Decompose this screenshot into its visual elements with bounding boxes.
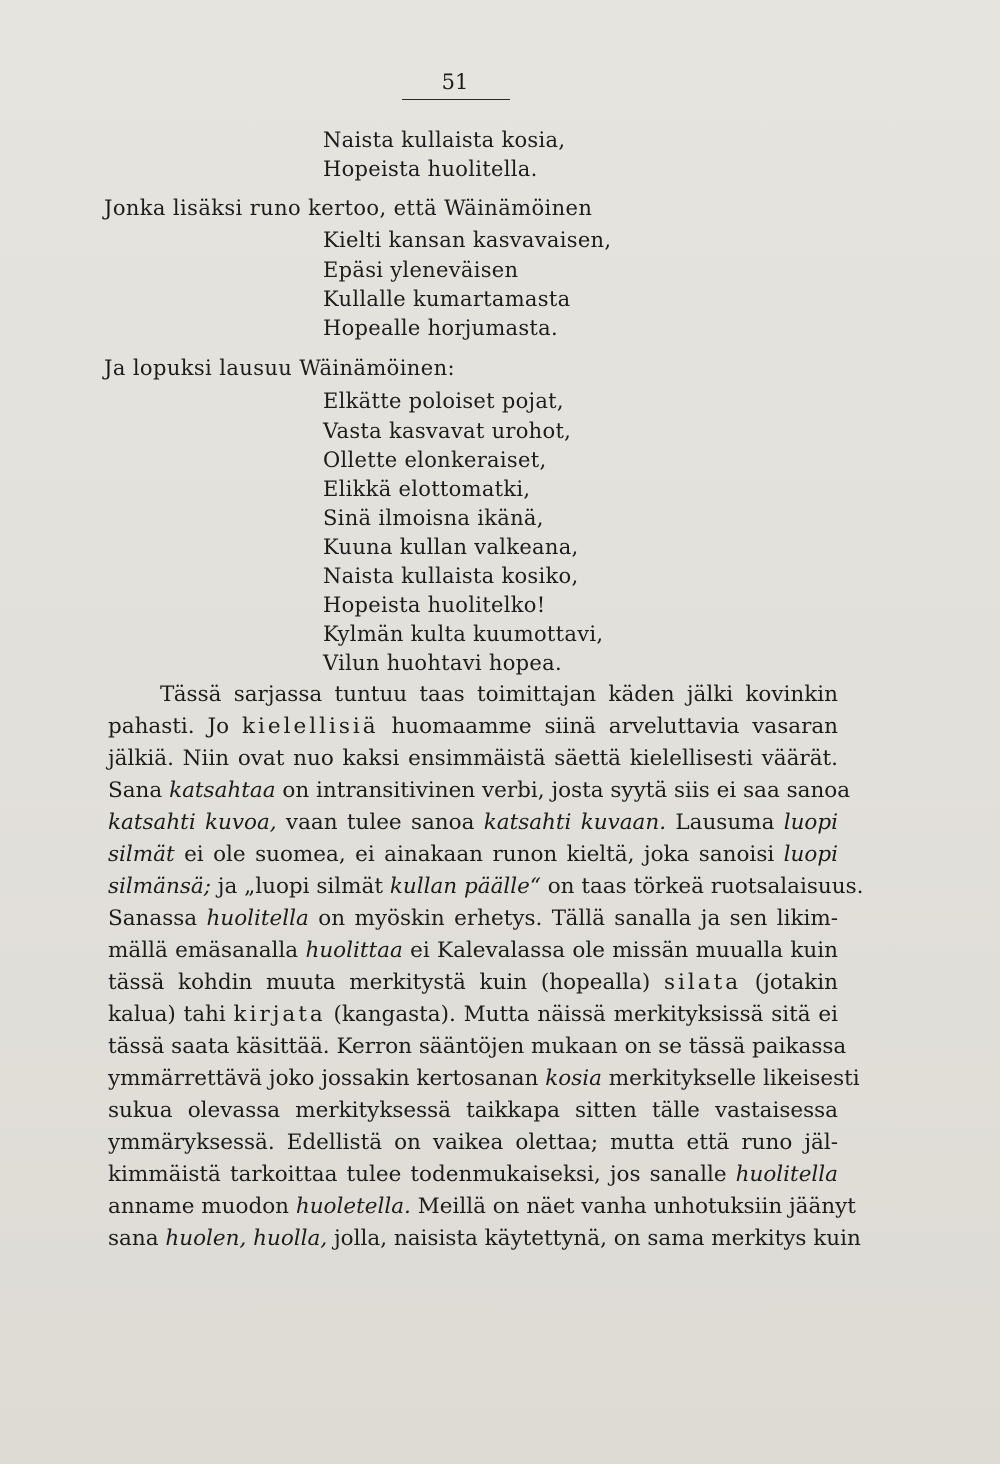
prose-line: silmät ei ole suomea, ei ainakaan runon kieltä, joka sanoisi luopi	[108, 842, 838, 867]
prose-line: Tässä sarjassa tuntuu taas toimittajan käden jälki kovinkin	[160, 682, 838, 707]
prose-line: silmänsä; ja „luopi silmät kullan päälle“ on taas törkeä ruotsalaisuus.	[108, 874, 864, 899]
intro-paragraph: Ja lopuksi lausuu Wäinämöinen:	[104, 356, 455, 380]
verse-line: Hopeista huolitelko!	[323, 593, 546, 617]
verse-line: Elkätte poloiset pojat,	[323, 389, 564, 413]
verse-line: Ollette elonkeraiset,	[323, 448, 547, 472]
prose-line: pahasti. Jo kielellisiä huomaamme siinä arveluttavia vasaran	[108, 714, 839, 739]
intro-paragraph: Jonka lisäksi runo kertoo, että Wäinämöinen	[104, 196, 593, 220]
prose-line: Sana katsahtaa on intransitivinen verbi, josta syytä siis ei saa sanoa	[108, 778, 851, 803]
page-number: 51	[441, 70, 469, 94]
verse-line: Kielti kansan kasvavaisen,	[323, 228, 612, 252]
prose-line: sukua olevassa merkityksessä taikkapa sitten tälle vastaisessa	[108, 1098, 838, 1123]
verse-line: Kylmän kulta kuumottavi,	[323, 622, 604, 646]
prose-line: katsahti kuvoa, vaan tulee sanoa katsahti kuvaan. Lausuma luopi	[108, 810, 838, 835]
verse-line: Naista kullaista kosiko,	[323, 564, 579, 588]
prose-line: mällä emäsanalla huolittaa ei Kalevalassa ole missän muualla kuin	[108, 938, 838, 963]
prose-line: ymmäryksessä. Edellistä on vaikea olettaa; mutta että runo jäl-	[108, 1130, 838, 1155]
verse-line: Sinä ilmoisna ikänä,	[323, 506, 544, 530]
verse-line: Hopeista huolitella.	[323, 157, 538, 181]
prose-line: jälkiä. Niin ovat nuo kaksi ensimmäistä säettä kielellisesti väärät.	[108, 746, 838, 771]
header-rule	[402, 99, 510, 100]
verse-line: Kullalle kumartamasta	[323, 287, 571, 311]
prose-line: sana huolen, huolla, jolla, naisista käytettynä, on sama merkitys kuin	[108, 1226, 861, 1251]
prose-line: anname muodon huoletella. Meillä on näet vanha unhotuksiin jäänyt	[108, 1194, 856, 1219]
prose-line: tässä kohdin muuta merkitystä kuin (hopealla) silata (jotakin	[108, 970, 838, 995]
prose-line: kalua) tahi kirjata (kangasta). Mutta näissä merkityksissä sitä ei	[108, 1002, 839, 1027]
verse-line: Naista kullaista kosia,	[323, 128, 566, 152]
verse-line: Kuuna kullan valkeana,	[323, 535, 579, 559]
verse-line: Vilun huohtavi hopea.	[323, 651, 562, 675]
verse-line: Elikkä elottomatki,	[323, 477, 531, 501]
verse-line: Epäsi yleneväisen	[323, 258, 519, 282]
prose-line: ymmärrettävä joko jossakin kertosanan kosia merkitykselle likeisesti	[108, 1066, 860, 1091]
verse-line: Hopealle horjumasta.	[323, 316, 558, 340]
prose-line: Sanassa huolitella on myöskin erhetys. Tällä sanalla ja sen likim-	[108, 906, 839, 931]
prose-line: kimmäistä tarkoittaa tulee todenmukaiseksi, jos sanalle huolitella	[108, 1162, 838, 1187]
verse-line: Vasta kasvavat urohot,	[323, 419, 572, 443]
prose-line: tässä saata käsittää. Kerron sääntöjen mukaan on se tässä paikassa	[108, 1034, 847, 1059]
